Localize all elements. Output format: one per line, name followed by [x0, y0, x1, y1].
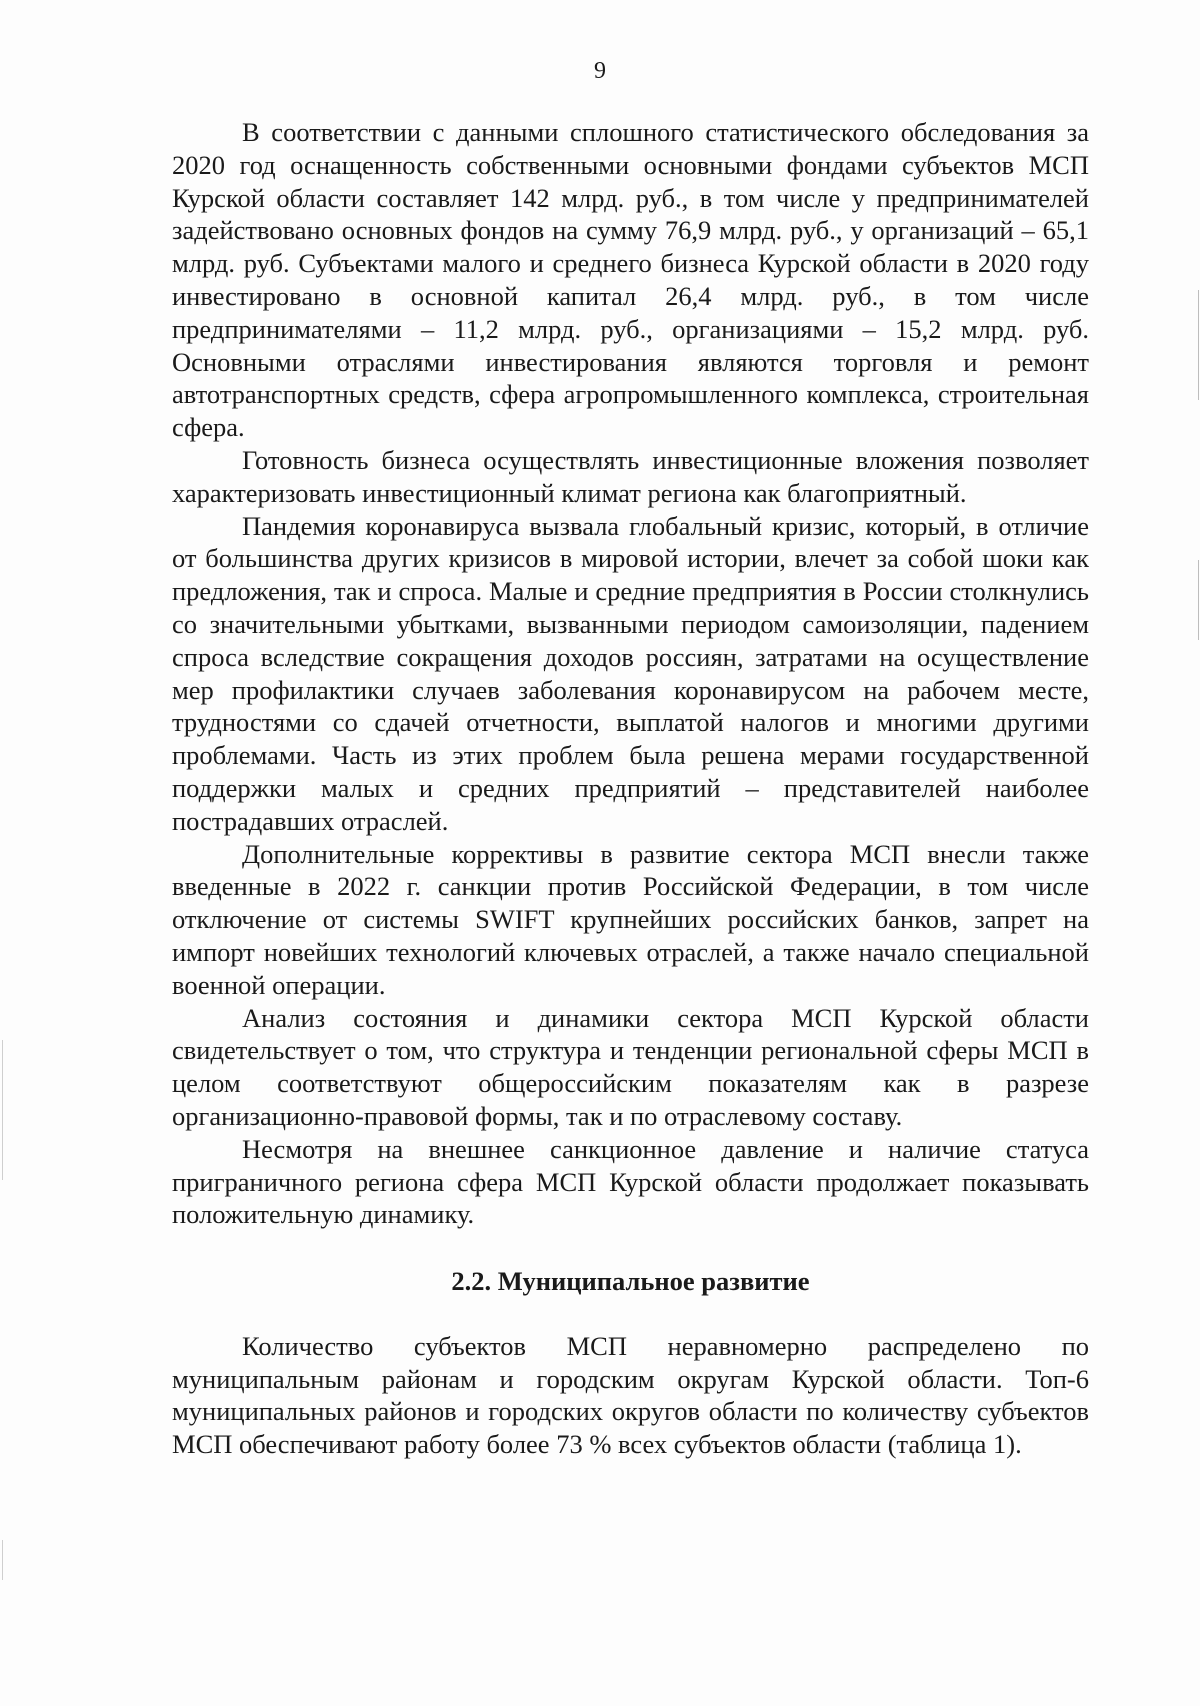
paragraph-fixed-assets: В соответствии с данными сплошного статистического обследования за 2020 год оснащенность собственными основными фондами субъектов МСП Курской области составляет 142 млрд. руб., в том числе у предпринимателей задействовано основных фондов на сумму 76,9 млрд. руб., у организаций – 65,1 млрд. руб. Субъектами малого и среднего бизнеса Курской области в 2020 году инвестировано в основной капитал 26,4 млрд. руб., в том числе предпринимателями – 11,2 млрд. руб., организациями – 15,2 млрд. руб. Основными отраслями инвестирования являются торговля и ремонт автотранспортных средств, сфера агропромышленного комплекса, строительная сфера. — [172, 117, 1089, 443]
section-title: 2.2. Муниципальное развитие — [451, 1266, 810, 1297]
paragraph-pandemic: Пандемия коронавируса вызвала глобальный кризис, который, в отличие от большинства других кризисов в мировой истории, влечет за собой шоки как предложения, так и спроса. Малые и средние предприятия в России столкнулись со значительными убытками, вызванными периодом самоизоляции, падением спроса вследствие сокращения доходов россиян, затратами на осуществление мер профилактики случаев заболевания коронавирусом на рабочем месте, трудностями со сдачей отчетности, выплатой налогов и многими другими проблемами. Часть из этих проблем была решена мерами государственной поддержки малых и средних предприятий – представителей наиболее пострадавших отраслей. — [172, 510, 1089, 836]
paragraph-positive-dynamics: Несмотря на внешнее санкционное давление и наличие статуса приграничного региона сфера МСП Курской области продолжает показывать положительную динамику. — [172, 1133, 1089, 1230]
page-number: 9 — [594, 58, 606, 84]
scan-edge-mark — [2, 1540, 3, 1580]
paragraph-sanctions: Дополнительные коррективы в развитие сектора МСП внесли также введенные в 2022 г. санкции против Российской Федерации, в том числе отключение от системы SWIFT крупнейших российских банков, запрет на импорт новейших технологий ключевых отраслей, а также начало специальной военной операции. — [172, 838, 1089, 1000]
scan-edge-mark — [1198, 560, 1199, 640]
document-body — [172, 116, 1089, 1461]
paragraph-municipal-distribution: Количество субъектов МСП неравномерно распределено по муниципальным районам и городским округам Курской области. Топ-6 муниципальных районов и городских округов области по количеству субъектов МСП обеспечивают работу более 73 % всех субъектов области (таблица 1). — [172, 1330, 1089, 1460]
scan-edge-mark — [2, 1040, 3, 1180]
scan-edge-mark — [1198, 290, 1199, 400]
paragraph-analysis: Анализ состояния и динамики сектора МСП Курской области свидетельствует о том, что структура и тенденции региональной сферы МСП в целом соответствуют общероссийским показателям как в разрезе организационно-правовой формы, так и по отраслевому составу. — [172, 1002, 1089, 1131]
paragraph-investment-readiness: Готовность бизнеса осуществлять инвестиционные вложения позволяет характеризовать инвестиционный климат региона как благоприятный. — [172, 444, 1089, 508]
